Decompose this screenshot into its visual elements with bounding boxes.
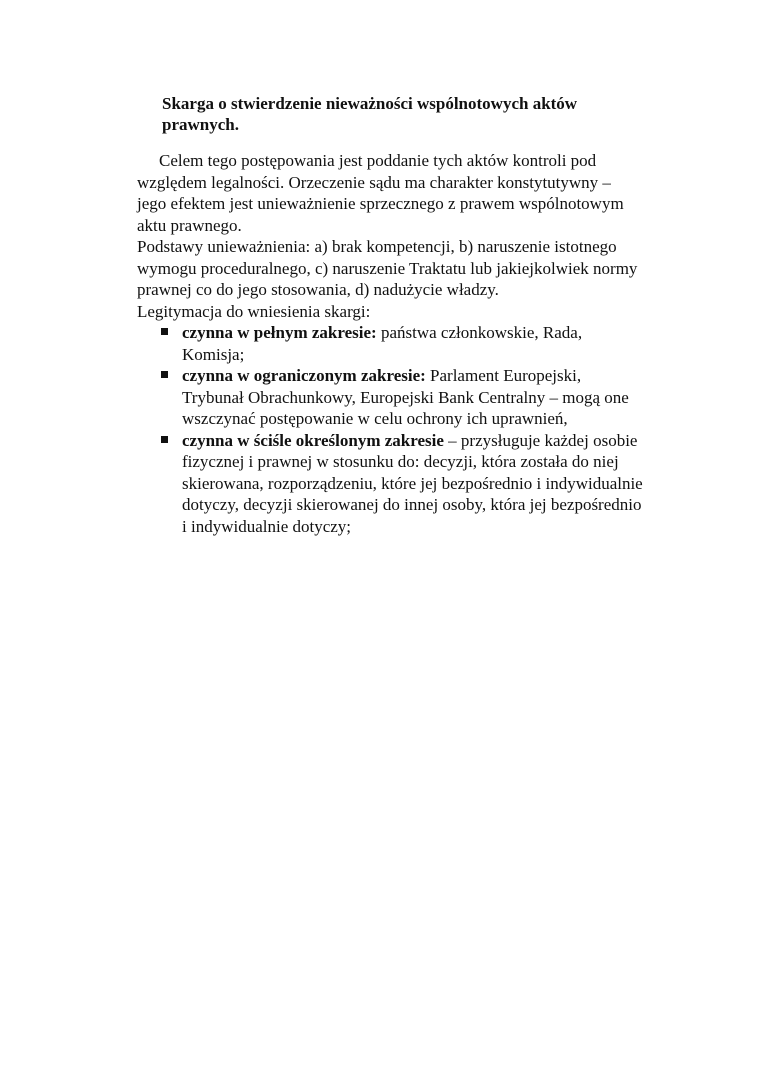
title-line: Skarga o stwierdzenie nieważności wspólnotowych aktów: [162, 94, 578, 113]
paragraph-line: jego efektem jest unieważnienie sprzecznego z prawem wspólnotowym: [137, 194, 624, 213]
bullet-text: – przysługuje każdej osobie: [443, 430, 638, 450]
paragraph-line: Podstawy unieważnienia: a) brak kompetencji, b) naruszenie istotnego: [137, 237, 617, 256]
document-body: [137, 150, 677, 537]
bullet-continuation: dotyczy, decyzji skierowanej do innej osoby, która jej bezpośrednio: [182, 495, 642, 514]
paragraph-line: prawnej co do jego stosowania, d) nadużycie władzy.: [137, 280, 499, 299]
paragraph-line: Celem tego postępowania jest poddanie tych aktów kontroli pod: [159, 151, 597, 170]
bullet-text: państwa członkowskie, Rada,: [376, 323, 583, 342]
paragraph-line: względem legalności. Orzeczenie sądu ma charakter konstytutywny –: [137, 172, 611, 192]
legitimation-list: [137, 322, 677, 537]
square-bullet-icon: [161, 371, 168, 378]
paragraph-line: aktu prawnego.: [137, 215, 242, 235]
paragraph-line: wymogu proceduralnego, c) naruszenie Traktatu lub jakiejkolwiek normy: [137, 258, 638, 278]
bullet-continuation: fizycznej i prawnej w stosunku do: decyzji, która została do niej: [182, 452, 619, 471]
list-item: [137, 365, 677, 430]
legitimation-heading: Legitymacja do wniesienia skargi:: [137, 301, 371, 321]
bullet-continuation: i indywidualnie dotyczy;: [182, 516, 352, 536]
paragraph-grounds: [137, 236, 677, 301]
bullet-continuation: Komisja;: [182, 344, 245, 364]
list-item: [137, 430, 677, 538]
bullet-bold-term: czynna w pełnym zakresie:: [182, 323, 377, 342]
square-bullet-icon: [161, 328, 168, 335]
bullet-continuation: Trybunał Obrachunkowy, Europejski Bank Centralny – mogą one: [182, 387, 629, 407]
paragraph-purpose: [137, 150, 677, 236]
bullet-bold-term: czynna w ograniczonym zakresie:: [182, 366, 426, 385]
bullet-continuation: skierowana, rozporządzeniu, które jej bezpośrednio i indywidualnie: [182, 473, 643, 493]
title-line: prawnych.: [162, 115, 239, 134]
square-bullet-icon: [161, 436, 168, 443]
list-item: [137, 322, 677, 365]
bullet-text: Parlament Europejski,: [425, 366, 582, 385]
bullet-bold-term: czynna w ściśle określonym zakresie: [182, 430, 444, 450]
bullet-continuation: wszczynać postępowanie w celu ochrony ich uprawnień,: [182, 409, 568, 428]
document-title: [162, 93, 622, 135]
